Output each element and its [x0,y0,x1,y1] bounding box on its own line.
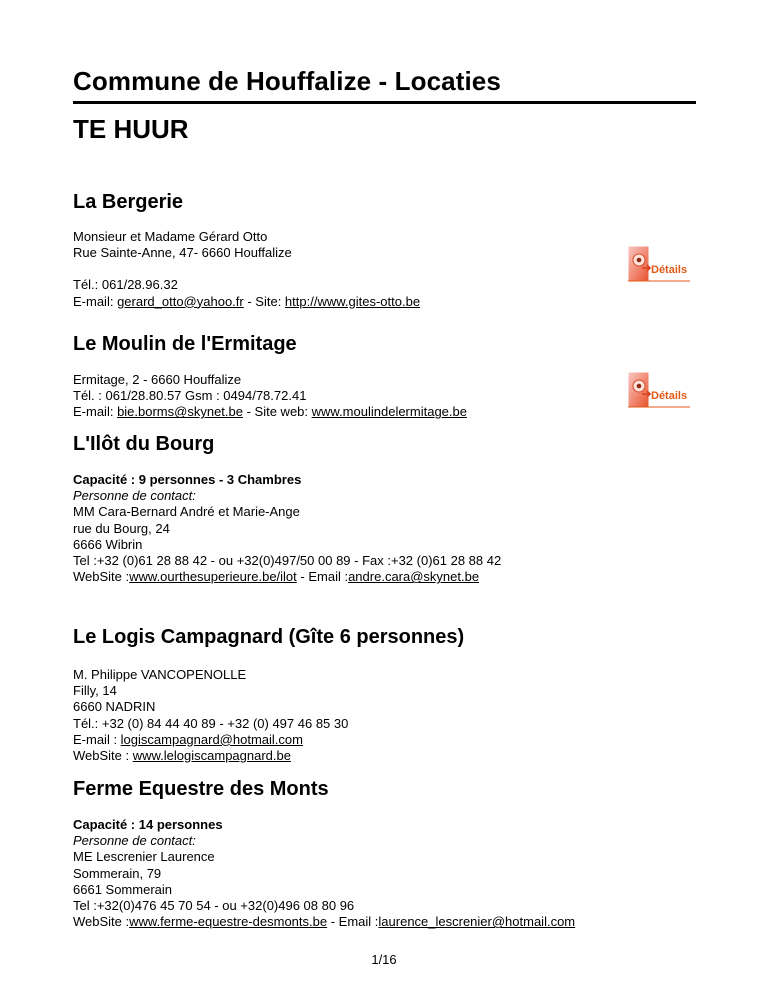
section-body-moulin [73,372,467,421]
capacity: Capacité : 9 personnes - 3 Chambres [73,472,302,487]
city: 6666 Wibrin [73,536,143,552]
email-link[interactable]: bie.borms@skynet.be [117,404,243,420]
page-number: 1/16 [371,952,397,967]
document-title: Commune de Houffalize - Locaties [73,66,501,96]
section-body-ilot [73,472,501,585]
address: Ermitage, 2 - 6660 Houffalize [73,372,242,387]
email-link[interactable]: logiscampagnard@hotmail.com [120,731,303,747]
document-subtitle: TE HUUR [73,114,189,144]
capacity: Capacité : 14 personnes [73,817,223,832]
section-body-logis [73,667,348,764]
email-prefix: - Email : [296,569,349,585]
website-link[interactable]: www.ourthesuperieure.be/ilot [129,569,297,585]
site-prefix: - Site: [243,293,285,309]
contact-name: MM Cara-Bernard André et Marie-Ange [73,504,300,520]
section-body-bergerie [73,229,420,310]
contact-line [73,569,501,585]
section-heading-moulin: Le Moulin de l'Ermitage [73,333,297,355]
city: 6661 Sommerain [73,881,172,897]
site-link[interactable]: www.moulindelermitage.be [311,404,467,420]
phone: Tel :+32 (0)61 28 88 42 - ou +32(0)497/50 00 89 - Fax :+32 (0)61 28 88 42 [73,553,502,569]
email-prefix: E-mail: [73,404,118,420]
site-link[interactable]: http://www.gites-otto.be [284,293,421,309]
phone: Tel :+32(0)476 45 70 54 - ou +32(0)496 08 80 96 [73,898,355,914]
contact-name: M. Philippe VANCOPENOLLE [73,667,247,682]
section-body-ferme [73,817,575,930]
site-prefix: - Site web: [242,404,312,420]
email-prefix: - Email : [327,914,379,930]
title-divider [73,101,696,104]
contact-line [73,914,575,930]
contact-name: ME Lescrenier Laurence [73,849,215,865]
contact-line [73,404,467,420]
details-button-bergerie[interactable] [628,246,690,282]
details-label: Détails [651,390,688,402]
spacer [73,261,420,277]
details-label: Détails [651,264,688,276]
web-prefix: WebSite : [73,569,130,585]
section-heading-ilot: L'Ilôt du Bourg [73,433,215,455]
street: rue du Bourg, 24 [73,520,170,536]
contact-label: Personne de contact: [73,488,196,504]
website-link[interactable]: www.ferme-equestre-desmonts.be [129,914,328,930]
email-link[interactable]: gerard_otto@yahoo.fr [117,293,244,309]
contact-line [73,294,420,310]
details-button-moulin[interactable] [628,372,690,408]
street: Filly, 14 [73,683,117,699]
email-link[interactable]: laurence_lescrenier@hotmail.com [378,914,576,930]
street: Sommerain, 79 [73,865,162,881]
contact-label: Personne de contact: [73,833,196,849]
website-line [73,748,348,764]
section-heading-logis: Le Logis Campagnard (Gîte 6 personnes) [73,626,465,648]
section-heading-ferme: Ferme Equestre des Monts [73,778,329,800]
website-link[interactable]: www.lelogiscampagnard.be [132,748,291,764]
phone: Tél. : 061/28.80.57 Gsm : 0494/78.72.41 [73,388,307,404]
email-line [73,732,348,748]
owner-name: Monsieur et Madame Gérard Otto [73,229,268,244]
email-prefix: E-mail : [73,731,121,747]
city: 6660 NADRIN [73,699,156,715]
phone: Tél.: 061/28.96.32 [73,277,178,293]
web-prefix: WebSite : [73,914,130,930]
email-prefix: E-mail: [73,293,118,309]
address: Rue Sainte-Anne, 47- 6660 Houffalize [73,245,292,261]
email-link[interactable]: andre.cara@skynet.be [348,569,480,585]
phone: Tél.: +32 (0) 84 44 40 89 - +32 (0) 497 46 85 30 [73,715,349,731]
section-heading-bergerie: La Bergerie [73,191,184,213]
web-prefix: WebSite : [73,748,133,764]
